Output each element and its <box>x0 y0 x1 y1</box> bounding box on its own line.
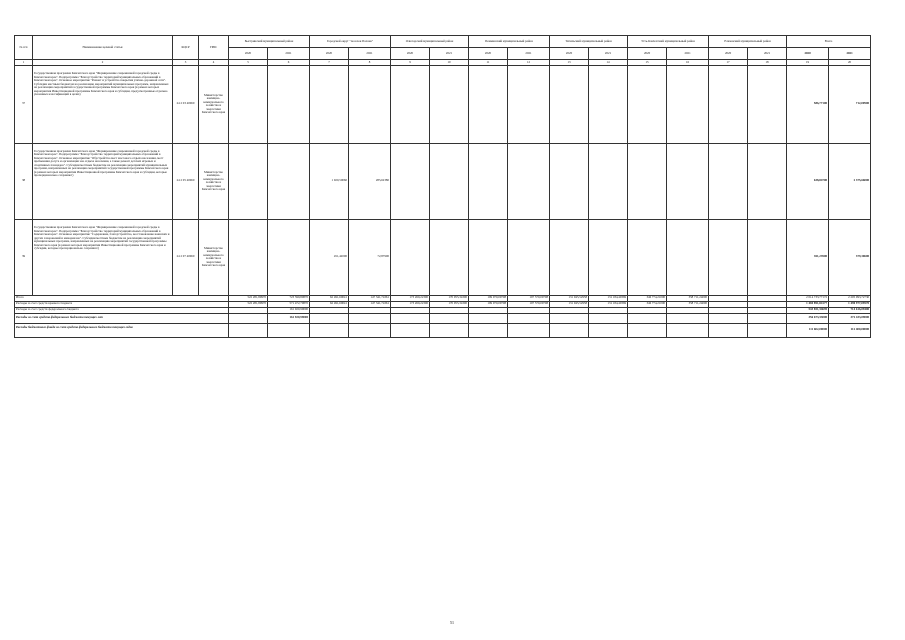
header-region: Пенжинский муниципальный район <box>469 36 550 48</box>
totals-value: 161 920,99000 <box>268 307 310 313</box>
header-total: Всего <box>787 36 871 48</box>
row-value <box>469 143 508 220</box>
totals-row <box>15 323 871 337</box>
table-row <box>15 220 871 296</box>
header-region: Городской округ "поселок Палана" <box>310 36 391 48</box>
col-number: 5 <box>229 60 268 66</box>
totals-value: 522 281,89970 <box>229 301 268 307</box>
header-region: Олюторский муниципальный район <box>391 36 469 48</box>
totals-value: 170 955,34300 <box>430 301 469 307</box>
row-value <box>508 143 550 220</box>
totals-value: 358 711,24000 <box>667 301 709 307</box>
col-number: 15 <box>628 60 667 66</box>
header-kcsr: КЦСР <box>173 36 199 60</box>
header-no: № п/п <box>15 36 33 60</box>
row-value <box>709 143 748 220</box>
row-value: 285,62380 <box>349 143 391 220</box>
header-year: 2021 <box>349 48 391 60</box>
totals-value: 197 570,09708 <box>508 301 550 307</box>
totals-value: 161 920,99000 <box>268 313 310 323</box>
row-value <box>589 143 628 220</box>
header-year: 2021 <box>667 48 709 60</box>
totals-value: 199 970,09708 <box>469 301 508 307</box>
col-number: 1 <box>15 60 33 66</box>
totals-value: 131 184,40369 <box>589 301 628 307</box>
col-number: 8 <box>349 60 391 66</box>
header-year: 2021 <box>748 48 787 60</box>
row-kcsr: 24 2 07 40060 <box>173 220 199 296</box>
totals-sum-2021: 714 616,09400 <box>829 307 871 313</box>
totals-label: Расходы бюджетного фонда за счет средств федерального бюджета текущих годов <box>15 323 229 337</box>
row-value <box>748 220 787 296</box>
row-value <box>349 66 391 144</box>
row-value <box>268 220 310 296</box>
col-number: 2 <box>33 60 173 66</box>
row-value <box>391 220 430 296</box>
col-number: 18 <box>748 60 787 66</box>
totals-value: 131 945,52958 <box>550 295 589 301</box>
col-number: 19 <box>787 60 829 66</box>
row-value <box>430 143 469 220</box>
row-value <box>391 66 430 144</box>
totals-sum-2020: 2 014 733,77172 <box>787 295 829 301</box>
totals-label: Итого <box>15 295 229 301</box>
header-region: Быстринский муниципальный район <box>229 36 310 48</box>
page-number: 51 <box>450 620 454 625</box>
row-name: Государственная программа Камчатского края "Формирование современной городской среды в Камчатском крае". Подпрограмма "Благоустройство территорий муниципальных образований в Камчатском крае". Основное мероприятие "Содержание, благоустройство, восстановление воинских и других захоронений и мемориалов". Субсидии местным бюджетам на реализацию мероприятий муниципальных программ, направленных на реализацию мероприятий государственной программы Камчатского края (в рамках которых мероприятия Инвестиционной программы Камчатского края и субсидии, которые пропорционально сохраняют) <box>33 220 173 296</box>
row-name: Государственная программа Камчатского края "Формирование современной городской среды в Камчатском крае". Подпрограмма "Благоустройство территорий муниципальных образований в Камчатском крае". Основное мероприятие "Ремонт и устройство покрытия улично-дорожной сети". Субсидии местным бюджетам на реализацию мероприятий муниципальных программ, направленных на реализацию мероприятий государственной программы Камчатского края (в рамках которых мероприятия Инвестиционной программы Камчатского края и субсидии, предусмотренные отдельно указанных классификаций в целях) <box>33 66 173 144</box>
header-year: 2020 <box>628 48 667 60</box>
col-number: 4 <box>199 60 229 66</box>
totals-value: 173 269,22300 <box>391 295 430 301</box>
header-name: Наименование целевой статьи <box>33 36 173 60</box>
row-value <box>391 143 430 220</box>
row-value <box>469 66 508 144</box>
totals-label: Расходы за счет средств федерального бюджета <box>15 307 229 313</box>
row-value <box>589 220 628 296</box>
header-row-regions <box>15 36 871 48</box>
header-year: 2021 <box>508 48 550 60</box>
col-number: 3 <box>173 60 199 66</box>
row-value <box>709 66 748 144</box>
row-value <box>469 220 508 296</box>
row-total-2020: 586,77100 <box>787 66 829 144</box>
row-value <box>748 66 787 144</box>
totals-sum-2020: 111 602,00000 <box>787 323 829 337</box>
totals-value: 197 570,09708 <box>508 295 550 301</box>
table-row <box>15 66 871 144</box>
totals-sum-2021: 112 400,00000 <box>829 323 871 337</box>
row-number: 39 <box>15 220 33 296</box>
row-value <box>229 220 268 296</box>
row-value <box>550 220 589 296</box>
row-total-2021: 712,00900 <box>829 66 871 144</box>
header-year: 2020 <box>469 48 508 60</box>
header-year: 2021 <box>589 48 628 60</box>
totals-value: 173 269,22300 <box>391 301 430 307</box>
totals-value: 62 491,60041 <box>310 301 349 307</box>
col-number: 11 <box>469 60 508 66</box>
totals-value: 147 341,74361 <box>349 295 391 301</box>
header-year: 2020 <box>787 48 829 60</box>
col-number: 13 <box>550 60 589 66</box>
header-region: Тигильский муниципальный район <box>550 36 628 48</box>
col-number: 20 <box>829 60 871 66</box>
row-number: 38 <box>15 143 33 220</box>
row-value <box>667 220 709 296</box>
row-grbs: Министерство жилищно-коммунального хозяйства и энергетики Камчатского края <box>199 143 229 220</box>
row-total-2020: 811,23900 <box>787 220 829 296</box>
totals-value: 723 599,80870 <box>268 295 310 301</box>
row-value <box>430 220 469 296</box>
totals-sum-2021: 372 433,09000 <box>829 313 871 323</box>
row-value: 1 920,50060 <box>310 143 349 220</box>
header-year: 2020 <box>709 48 748 60</box>
table-row <box>15 143 871 220</box>
totals-value: 346 774,21000 <box>628 295 667 301</box>
totals-value: 147 341,74361 <box>349 301 391 307</box>
totals-sum-2020: 543 851,54695 <box>787 307 829 313</box>
header-year: 2021 <box>829 48 871 60</box>
col-number: 7 <box>310 60 349 66</box>
row-grbs: Министерство жилищно-коммунального хозяйства и энергетики Камчатского края <box>199 66 229 144</box>
row-total-2021: 2 375,66000 <box>829 143 871 220</box>
row-value <box>229 66 268 144</box>
budget-table <box>14 35 871 338</box>
row-value <box>628 143 667 220</box>
row-value <box>430 66 469 144</box>
row-number: 37 <box>15 66 33 144</box>
totals-label: Расходы за счет средств краевого бюджета <box>15 301 229 307</box>
header-year: 2020 <box>229 48 268 60</box>
row-value <box>310 66 349 144</box>
row-value <box>709 220 748 296</box>
col-number: 10 <box>430 60 469 66</box>
row-value <box>667 66 709 144</box>
header-region: Елизовский муниципальный район <box>709 36 787 48</box>
row-total-2020: 638,84700 <box>787 143 829 220</box>
col-number: 6 <box>268 60 310 66</box>
totals-value: 346 774,21000 <box>628 301 667 307</box>
row-grbs: Министерство жилищно-коммунального хозяйства и энергетики Камчатского края <box>199 220 229 296</box>
row-value <box>550 143 589 220</box>
header-year: 2020 <box>391 48 430 60</box>
row-value <box>229 143 268 220</box>
header-region: Усть-Камчатский муниципальный район <box>628 36 709 48</box>
totals-value: 131 945,52958 <box>550 301 589 307</box>
header-year: 2021 <box>430 48 469 60</box>
totals-value: 62 491,60041 <box>310 295 349 301</box>
row-value <box>508 220 550 296</box>
row-value: 72,87900 <box>349 220 391 296</box>
totals-sum-2021: 2 205 993,72730 <box>829 295 871 301</box>
row-value <box>748 143 787 220</box>
row-value <box>628 220 667 296</box>
row-name: Государственная программа Камчатского края "Формирование современной городской среды в Камчатском крае". Подпрограмма "Благоустройство территорий муниципальных образований в Камчатском крае". Основное мероприятие "Обустройство мест массового отдыха населения, мест пребывания досуга и организация зон отдыха населения, а также ремонт детских игровых и спортивных площадок". Субсидии местным бюджетам на реализацию мероприятий муниципальных программ, направленных на реализацию мероприятий государственной программы Камчатского края (в рамках которых мероприятия Инвестиционной программы Камчатского края и субсидии, которые пропорционально сохраняют) <box>33 143 173 220</box>
row-value <box>268 66 310 144</box>
header-year: 2020 <box>550 48 589 60</box>
row-kcsr: 24 2 05 40060 <box>173 143 199 220</box>
totals-value: 358 711,24000 <box>667 295 709 301</box>
row-value <box>550 66 589 144</box>
totals-value: 199 970,09708 <box>469 295 508 301</box>
totals-value: 131 184,40369 <box>589 295 628 301</box>
totals-value: 522 281,89970 <box>229 295 268 301</box>
totals-sum-2021: 1 490 977,09570 <box>829 301 871 307</box>
totals-row <box>15 313 871 323</box>
row-value <box>268 143 310 220</box>
totals-sum-2020: 356 673,53000 <box>787 313 829 323</box>
totals-sum-2020: 1 469 891,84177 <box>787 301 829 307</box>
col-number: 17 <box>709 60 748 66</box>
totals-value: 571 472,79870 <box>268 301 310 307</box>
row-total-2021: 379,30600 <box>829 220 871 296</box>
header-grbs: ГРБС <box>199 36 229 60</box>
col-number: 16 <box>667 60 709 66</box>
col-number: 12 <box>508 60 550 66</box>
totals-label: Расходы за счет средств федерального бюджета текущих лет <box>15 313 229 323</box>
row-value <box>628 66 667 144</box>
header-year: 2021 <box>268 48 310 60</box>
col-number: 14 <box>589 60 628 66</box>
row-value <box>508 66 550 144</box>
totals-value: 170 955,34300 <box>430 295 469 301</box>
row-value <box>589 66 628 144</box>
row-kcsr: 24 2 03 40060 <box>173 66 199 144</box>
header-year: 2020 <box>310 48 349 60</box>
row-value <box>667 143 709 220</box>
row-value: 451,42000 <box>310 220 349 296</box>
col-number: 9 <box>391 60 430 66</box>
